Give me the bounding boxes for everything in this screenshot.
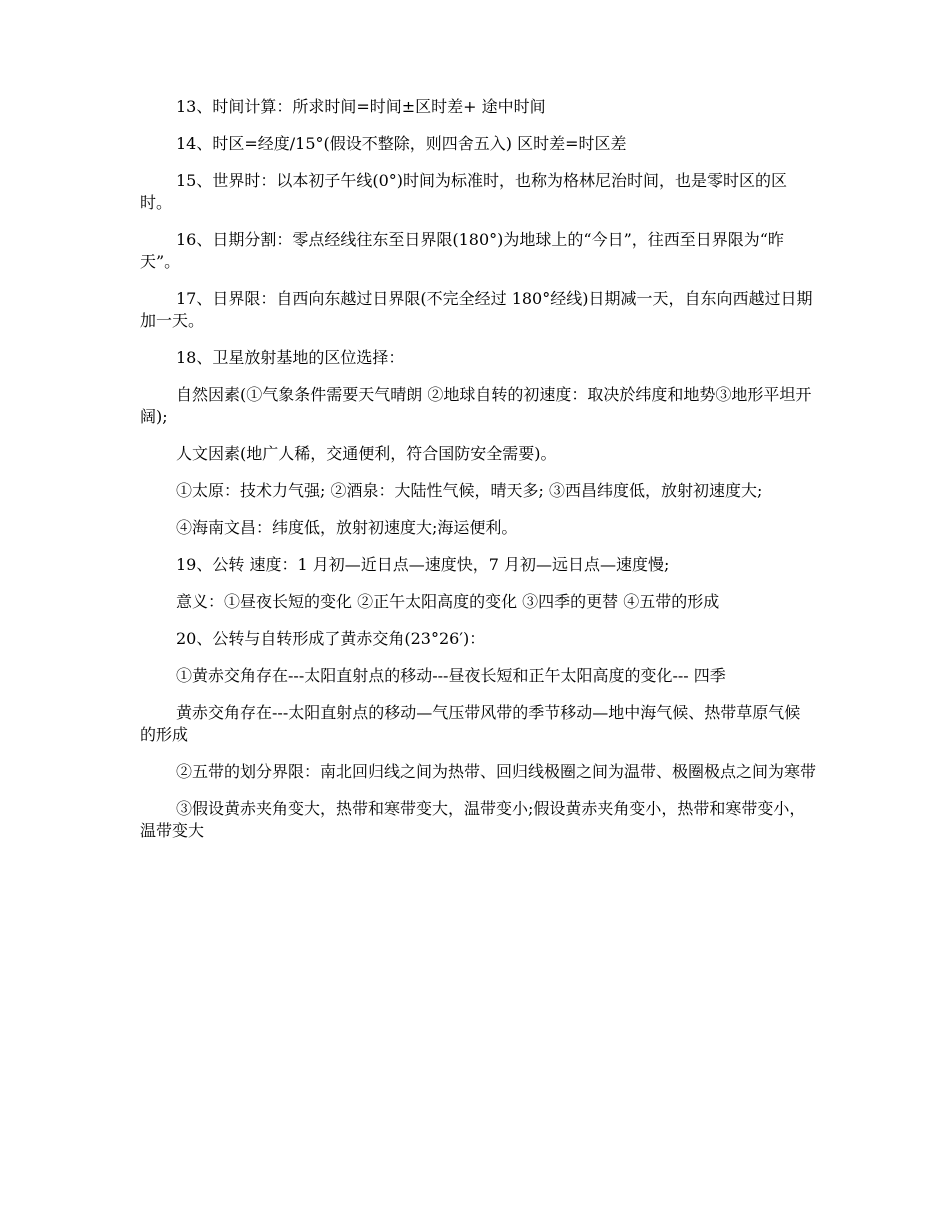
paragraph-launch-sites: ①太原：技术力气强; ②酒泉：大陆性气候，晴天多; ③西昌纬度低，放射初速度大; xyxy=(176,481,763,500)
paragraph-20-obliquity: 20、公转与自转形成了黄赤交角(23°26′)： xyxy=(176,629,486,648)
paragraph-natural-factors: 自然因素(①气象条件需要天气晴朗 ②地球自转的初速度：取决於纬度和地势③地形平坦开阔); xyxy=(140,385,812,426)
paragraph-obliquity-climate: 黄赤交角存在---太阳直射点的移动—气压带风带的季节移动—地中海气候、热带草原气候的形成 xyxy=(140,703,801,744)
paragraph-19-revolution-speed: 19、公转 速度：1 月初—近日点—速度快，7 月初—远日点—速度慢; xyxy=(176,555,670,574)
paragraph-obliquity-change: ③假设黄赤夹角变大，热带和寒带变大，温带变小;假设黄赤夹角变小，热带和寒带变小，温带变大 xyxy=(140,799,806,840)
paragraph-14-time-zone: 14、时区=经度/15°(假设不整除，则四舍五入) 区时差=时区差 xyxy=(176,134,627,153)
document-body xyxy=(140,96,816,857)
paragraph-obliquity-seasons: ①黄赤交角存在---太阳直射点的移动---昼夜长短和正午太阳高度的变化--- 四季 xyxy=(176,666,726,685)
paragraph-revolution-significance: 意义：①昼夜长短的变化 ②正午太阳高度的变化 ③四季的更替 ④五带的形成 xyxy=(176,592,720,611)
paragraph-13-time-calculation: 13、时间计算：所求时间=时间±区时差+ 途中时间 xyxy=(176,97,546,116)
paragraph-15-universal-time: 15、世界时：以本初子午线(0°)时间为标准时，也称为格林尼治时间，也是零时区的区时。 xyxy=(140,171,788,212)
paragraph-18-launch-site-location: 18、卫星放射基地的区位选择： xyxy=(176,348,405,367)
paragraph-16-date-division: 16、日期分割：零点经线往东至日界限(180°)为地球上的“今日”，往西至日界限为“昨天”。 xyxy=(140,230,784,271)
paragraph-human-factors: 人文因素(地广人稀，交通便利，符合国防安全需要)。 xyxy=(176,444,557,463)
paragraph-wenchang: ④海南文昌：纬度低，放射初速度大;海运便利。 xyxy=(176,518,518,537)
paragraph-five-zones: ②五带的划分界限：南北回归线之间为热带、回归线极圈之间为温带、极圈极点之间为寒带 xyxy=(176,762,817,781)
paragraph-17-date-line: 17、日界限：自西向东越过日界限(不完全经过 180°经线)日期减一天，自东向西越过日期加一天。 xyxy=(140,289,813,330)
